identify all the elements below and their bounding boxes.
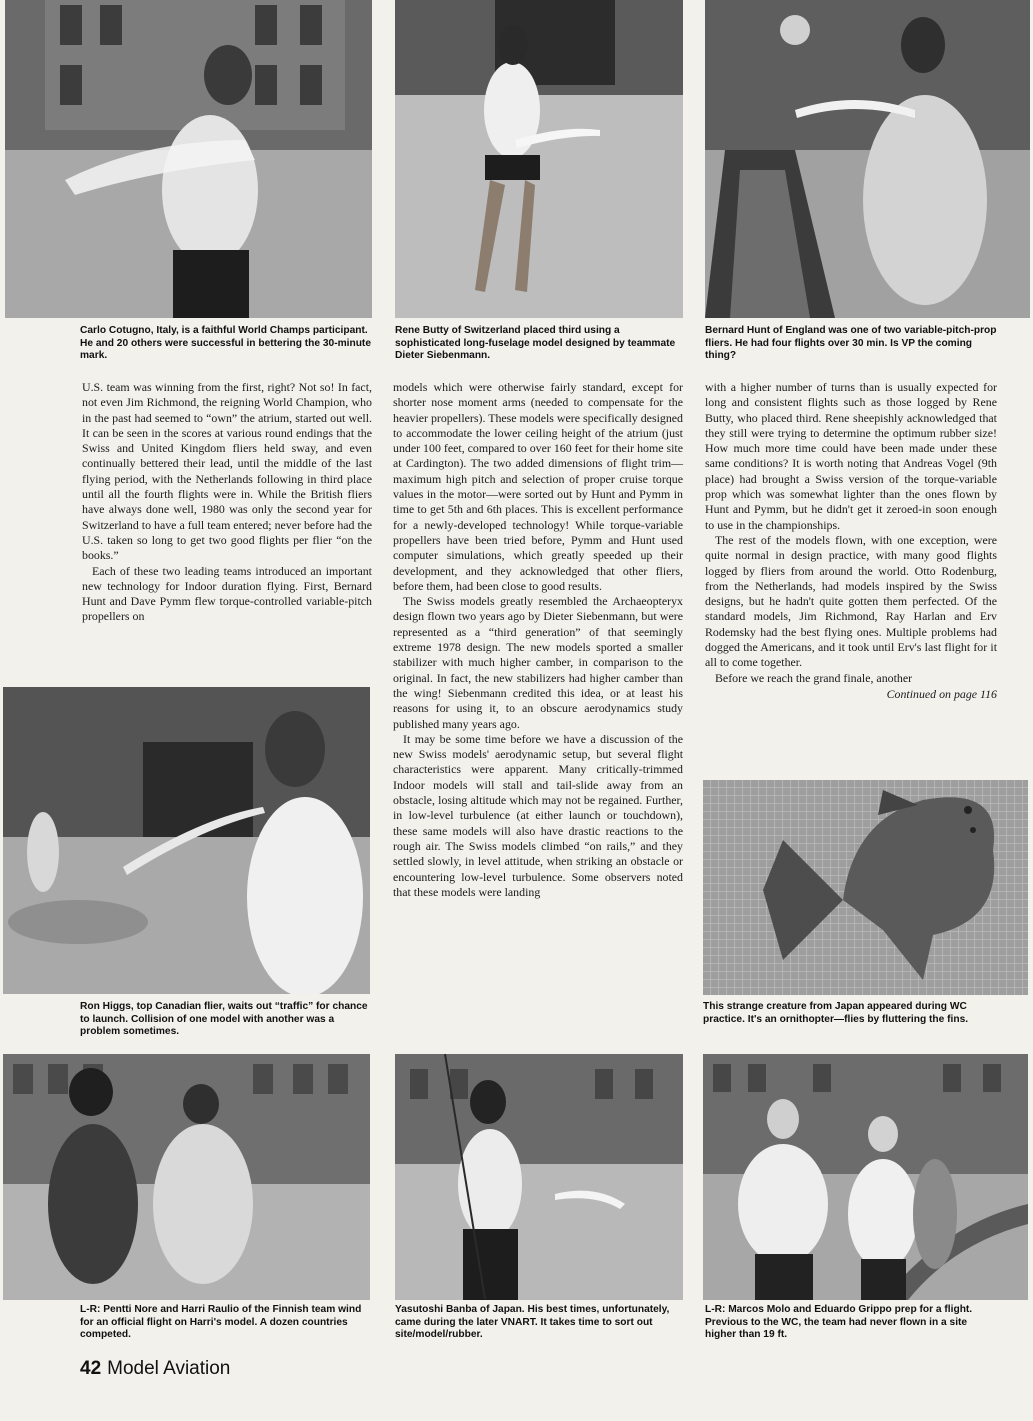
- paragraph: with a higher number of turns than is usually expected for long and consistent flights such as those logged by Rene Butty, who placed third. Rene sheepishly acknowledged that they still were trying to determine the optimum rubber size! How much more time could have been made under these same conditions? It is worth noting that Andreas Vogel (9th place) had brought a Swiss version of the torque-variable prop which was somewhat lighter than the ones flown by Hunt and Pymm, but he didn't get it zeroed-in soon enough to use in the championships.: [705, 380, 997, 532]
- page-footer: [80, 1358, 230, 1380]
- paragraph: Before we reach the grand finale, another: [715, 670, 913, 685]
- continued-note: Continued on page 116: [886, 686, 997, 701]
- caption-banba: Yasutoshi Banba of Japan. His best times, unfortunately, came during the later VNART. It takes time to sort out site/model/rubber.: [395, 1304, 670, 1341]
- paragraph: models which were otherwise fairly standard, except for shorter nose moment arms (needed to compensate for the heavier propellers). These models were specifically designed to accommodate the lower ceiling height of the atrium (just under 100 feet, compared to over 160 feet for their home site at Cardington). The two added dimensions of flight trim—maximum high pitch and selection of proper cruise torque values in the motor—were sorted out by Hunt and Pymm in time to get 5th and 6th places. This is excellent performance for a newly-developed technology! While torque-variable propellers have been tried before, Pymm and Hunt used computer simulations, which greatly speeded up their development, and they acknowledged that other fliers, before them, had been close to good results.: [393, 380, 683, 593]
- photo-banba: [395, 1054, 683, 1300]
- article-column-3: [705, 380, 997, 702]
- paragraph: U.S. team was winning from the first, right? Not so! In fact, not even Jim Richmond, the reigning World Champion, who in the past had seemed to “own” the atrium, started out well. It can be seen in the scores at various round endings that the Swiss and United Kingdom fliers held sway, and even continually bettered their lead, until the middle of the last flying period, with the Netherlands following in third place until all the fourth flights were in. While the British fliers have always done well, 1980 was only the second year for Switzerland to have a full team entered; never before had the U.S. taken so long to get two good flights per flier “on the books.”: [82, 380, 372, 563]
- caption-higgs: Ron Higgs, top Canadian flier, waits out “traffic” for chance to launch. Collision of one model with another was a problem sometimes.: [80, 1001, 368, 1038]
- photo-nore-raulio: [3, 1054, 370, 1300]
- magazine-name: Model Aviation: [107, 1358, 231, 1379]
- photo-fish-ornithopter: [703, 780, 1028, 995]
- article-column-1: [82, 380, 372, 625]
- photo-butty: [395, 0, 683, 318]
- caption-fish: This strange creature from Japan appeared during WC practice. It's an ornithopter—flies by fluttering the fins.: [703, 1001, 969, 1025]
- photo-higgs: [3, 687, 370, 994]
- caption-hunt: Bernard Hunt of England was one of two variable-pitch-prop fliers. He had four flights over 30 min. Is VP the coming thing?: [705, 325, 997, 362]
- page-number: 42: [80, 1358, 102, 1379]
- photo-hunt: [705, 0, 1030, 318]
- paragraph: The Swiss models greatly resembled the Archaeopteryx design flown two years ago by Dieter Siebenmann, but were represented as a “third generation” of that seemingly extreme 1978 design. The new models sported a smaller stabilizer with much higher camber, in comparison to the original. In fact, the new stabilizers had higher camber than the wing! Siebenmann credited this idea, or at least his reasons for using it, to an obscure aerodynamics study published many years ago.: [393, 594, 683, 731]
- caption-butty: Rene Butty of Switzerland placed third using a sophisticated long-fuselage model designed by teammate Dieter Siebenmann.: [395, 325, 676, 362]
- caption-cotugno: Carlo Cotugno, Italy, is a faithful World Champs participant. He and 20 others were successful in bettering the 30-minute mark.: [80, 325, 371, 362]
- photo-molo-grippo: [703, 1054, 1028, 1300]
- paragraph: It may be some time before we have a discussion of the new Swiss models' aerodynamic setup, but several flight characteristics were apparent. Many critically-trimmed Indoor models will stall and tail-slide away from an obstacle, losing altitude which may not be regained. Further, in low-level turbulence (at either launch or touchdown), these same models will also have drastic reactions to the rough air. The Swiss models climbed “on rails,” and they settled slowly, in level attitude, when striking an obstacle or encountering low-level turbulence. Some observers noted that these models were landing: [393, 731, 683, 899]
- paragraph: The rest of the models flown, with one exception, were quite normal in design practice, with many good flights logged by fliers from around the world. Otto Rodenburg, from the Netherlands, had models inspired by the Swiss designs, but he hadn't quite gotten them perfected. Of the standard models, Jim Richmond, Ray Harlan and Erv Rodemsky had the best flying ones. Multiple problems had dogged the Americans, and it took until Erv's last flight for it all to come together.: [705, 532, 997, 670]
- photo-cotugno: [5, 0, 372, 318]
- article-column-2: [393, 380, 683, 900]
- caption-nore-raulio: L-R: Pentti Nore and Harri Raulio of the Finnish team wind for an official flight on Harri's model. A dozen countries competed.: [80, 1304, 362, 1341]
- caption-molo-grippo: L-R: Marcos Molo and Eduardo Grippo prep for a flight. Previous to the WC, the team had never flown in a site higher than 19 ft.: [705, 1304, 973, 1341]
- paragraph: Each of these two leading teams introduced an important new technology for Indoor duration flying. First, Bernard Hunt and Dave Pymm flew torque-controlled variable-pitch propellers on: [82, 563, 372, 624]
